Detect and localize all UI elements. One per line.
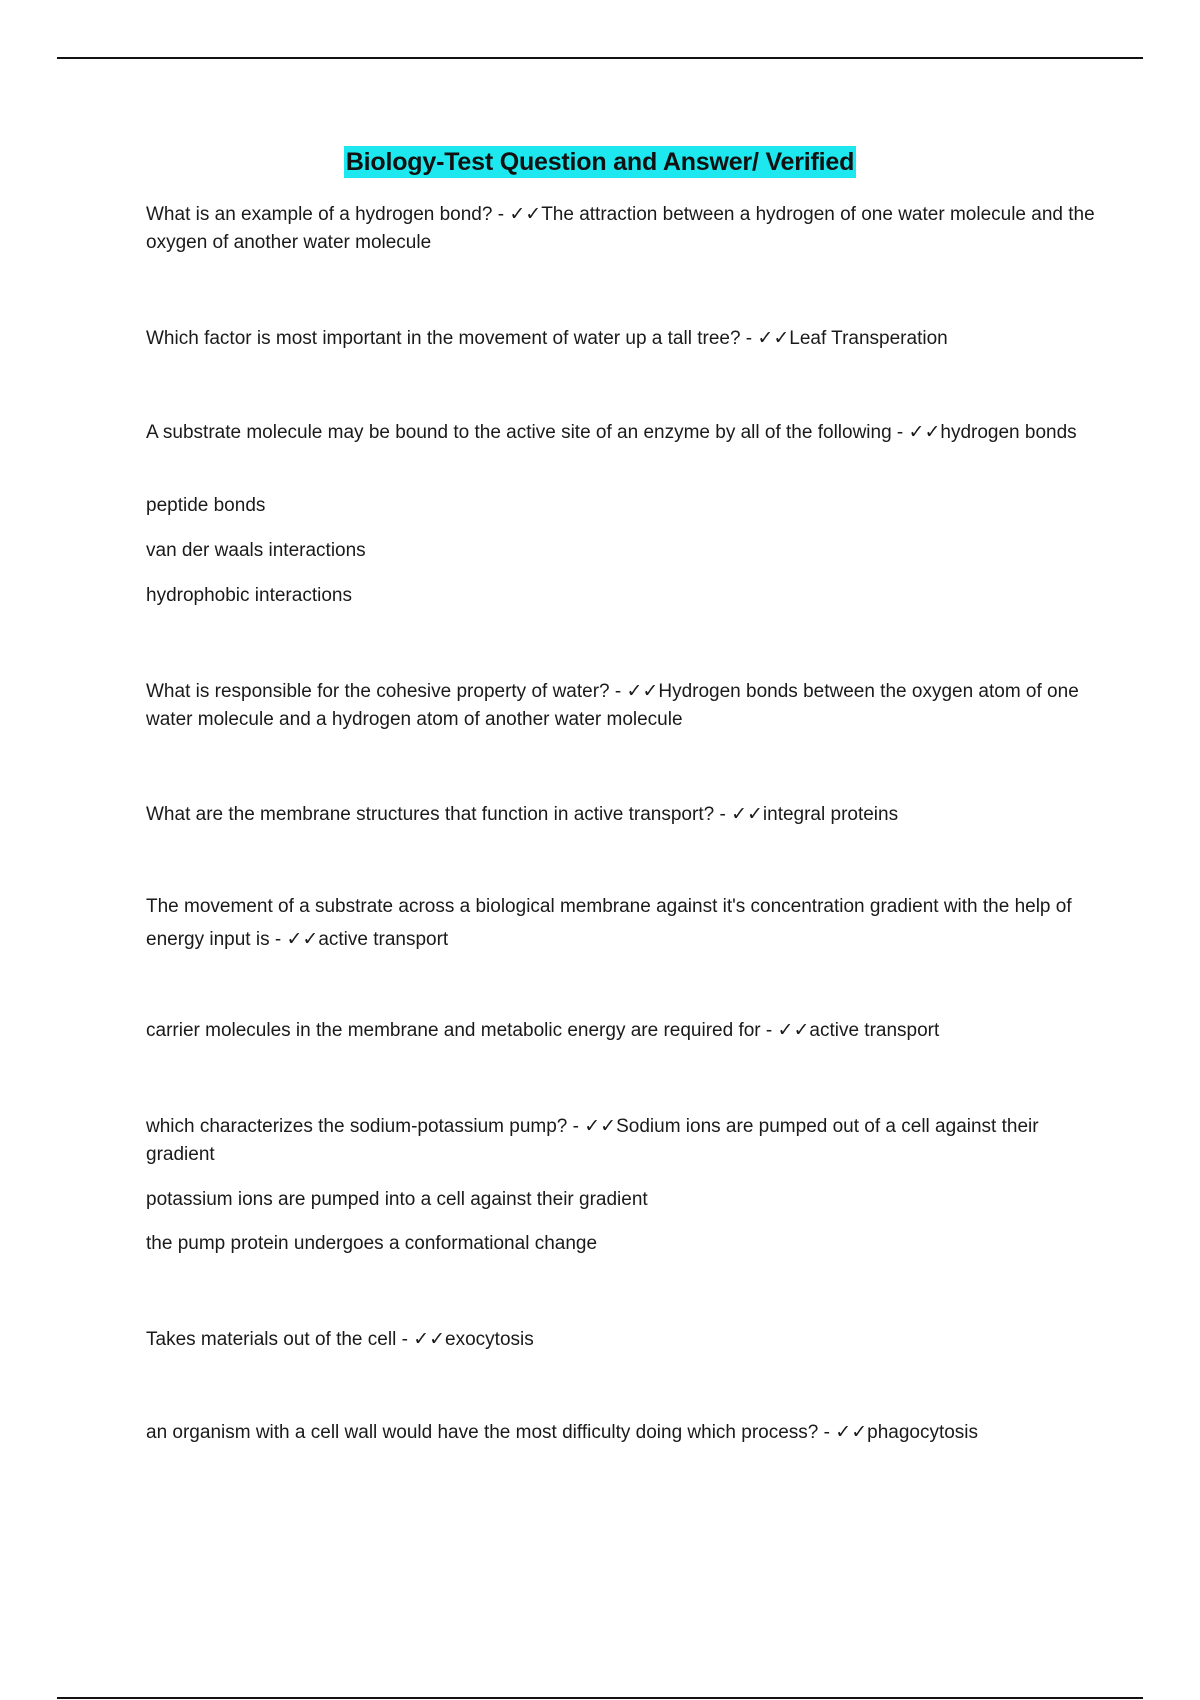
- separator: -: [740, 328, 758, 349]
- answer-text: active transport: [318, 929, 449, 950]
- answer-text: Hydrogen bonds between the oxygen atom of one water molecule and a hydrogen atom of another water molecule: [146, 681, 1079, 730]
- answer-text: hydrogen bonds: [940, 422, 1077, 443]
- qa-item-3: [146, 417, 1096, 448]
- qa-item-1: [146, 200, 1096, 257]
- question-text: Takes materials out of the cell: [146, 1329, 397, 1350]
- question-text: Which factor is most important in the movement of water up a tall tree?: [146, 328, 741, 349]
- check-mark-icon: ✓✓: [757, 327, 790, 349]
- question-text: What are the membrane structures that function in active transport?: [146, 804, 715, 825]
- separator: -: [818, 1422, 836, 1443]
- check-mark-icon: ✓✓: [584, 1115, 617, 1137]
- qa-item-6: [146, 891, 1096, 956]
- separator: -: [891, 422, 909, 443]
- answer-text: exocytosis: [445, 1329, 534, 1350]
- qa-item-3-line-1: peptide bonds: [146, 495, 266, 516]
- answer-text: phagocytosis: [867, 1422, 979, 1443]
- header-rule: [57, 57, 1143, 59]
- separator: -: [269, 929, 287, 950]
- check-mark-icon: ✓✓: [413, 1328, 446, 1350]
- qa-item-7: [146, 1016, 1096, 1045]
- qa-item-8: [146, 1112, 1096, 1169]
- qa-item-9: [146, 1325, 1096, 1354]
- qa-item-8-line-2: the pump protein undergoes a conformational change: [146, 1233, 598, 1254]
- question-text: What is an example of a hydrogen bond?: [146, 204, 493, 225]
- answer-text: Leaf Transperation: [789, 328, 948, 349]
- question-text: carrier molecules in the membrane and metabolic energy are required for: [146, 1020, 761, 1041]
- qa-item-4: [146, 677, 1096, 734]
- qa-item-3-line-2: van der waals interactions: [146, 540, 366, 561]
- answer-text: integral proteins: [762, 804, 899, 825]
- question-text: an organism with a cell wall would have the most difficulty doing which process?: [146, 1422, 819, 1443]
- separator: -: [492, 204, 510, 225]
- question-text: What is responsible for the cohesive property of water?: [146, 681, 610, 702]
- answer-text: The attraction between a hydrogen of one water molecule and the oxygen of another water molecule: [146, 204, 1095, 253]
- separator: -: [609, 681, 627, 702]
- check-mark-icon: ✓✓: [908, 421, 941, 443]
- document-title: Biology-Test Question and Answer/ Verified: [345, 148, 855, 176]
- question-text: A substrate molecule may be bound to the active site of an enzyme by all of the following: [146, 422, 892, 443]
- qa-item-5: [146, 800, 1096, 829]
- check-mark-icon: ✓✓: [626, 680, 659, 702]
- check-mark-icon: ✓✓: [731, 803, 763, 825]
- separator: -: [714, 804, 732, 825]
- check-mark-icon: ✓✓: [777, 1019, 810, 1041]
- title-container: [0, 146, 1200, 178]
- separator: -: [567, 1116, 585, 1137]
- separator: -: [396, 1329, 414, 1350]
- footer-rule: [57, 1697, 1143, 1699]
- check-mark-icon: ✓✓: [509, 203, 542, 225]
- answer-text: active transport: [809, 1020, 940, 1041]
- question-text: The movement of a substrate across a biological membrane against it's concentration gradient with the help of energy input is: [146, 896, 1072, 950]
- question-text: which characterizes the sodium-potassium pump?: [146, 1116, 568, 1137]
- answer-text: Sodium ions are pumped out of a cell against their gradient: [146, 1116, 1039, 1165]
- separator: -: [760, 1020, 778, 1041]
- check-mark-icon: ✓✓: [286, 928, 319, 950]
- qa-item-10: [146, 1418, 1096, 1447]
- check-mark-icon: ✓✓: [835, 1421, 868, 1443]
- qa-item-8-line-1: potassium ions are pumped into a cell against their gradient: [146, 1189, 648, 1210]
- qa-item-2: [146, 324, 1096, 353]
- qa-item-3-line-3: hydrophobic interactions: [146, 585, 352, 606]
